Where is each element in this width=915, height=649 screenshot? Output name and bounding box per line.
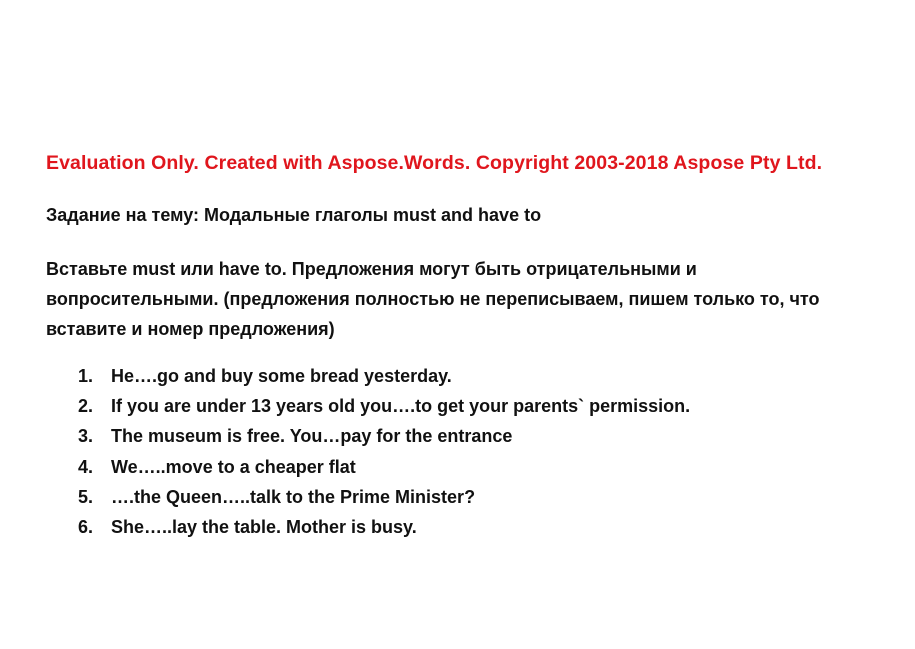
exercise-text: ….the Queen…..talk to the Prime Minister?	[111, 486, 476, 507]
instructions-paragraph	[46, 254, 886, 344]
instructions-line: вставите и номер предложения)	[46, 319, 335, 339]
assignment-title: Задание на тему: Модальные глаголы must and have to	[46, 205, 542, 225]
exercise-text: The museum is free. You…pay for the entrance	[111, 426, 513, 447]
exercise-list	[46, 361, 690, 542]
evaluation-watermark: Evaluation Only. Created with Aspose.Words. Copyright 2003-2018 Aspose Pty Ltd.	[46, 152, 823, 174]
exercise-item	[46, 452, 690, 482]
exercise-number: 1.	[78, 366, 94, 386]
exercise-item	[46, 512, 690, 542]
exercise-number: 3.	[78, 426, 94, 447]
exercise-item	[46, 361, 690, 391]
exercise-number: 4.	[78, 456, 94, 477]
instructions-line: Вставьте must или have to. Предложения могут быть отрицательными и	[46, 259, 697, 279]
exercise-number: 5.	[78, 486, 94, 507]
exercise-text: He….go and buy some bread yesterday.	[111, 366, 452, 386]
exercise-item	[46, 421, 690, 451]
exercise-text: She…..lay the table. Mother is busy.	[111, 517, 417, 538]
exercise-number: 6.	[78, 517, 94, 538]
exercise-text: If you are under 13 years old you….to get your parents` permission.	[111, 396, 691, 417]
instructions-line: вопросительными. (предложения полностью не переписываем, пишем только то, что	[46, 289, 820, 309]
exercise-item	[46, 482, 690, 512]
exercise-text: We…..move to a cheaper flat	[111, 456, 356, 477]
exercise-number: 2.	[78, 396, 94, 417]
exercise-item	[46, 391, 690, 421]
